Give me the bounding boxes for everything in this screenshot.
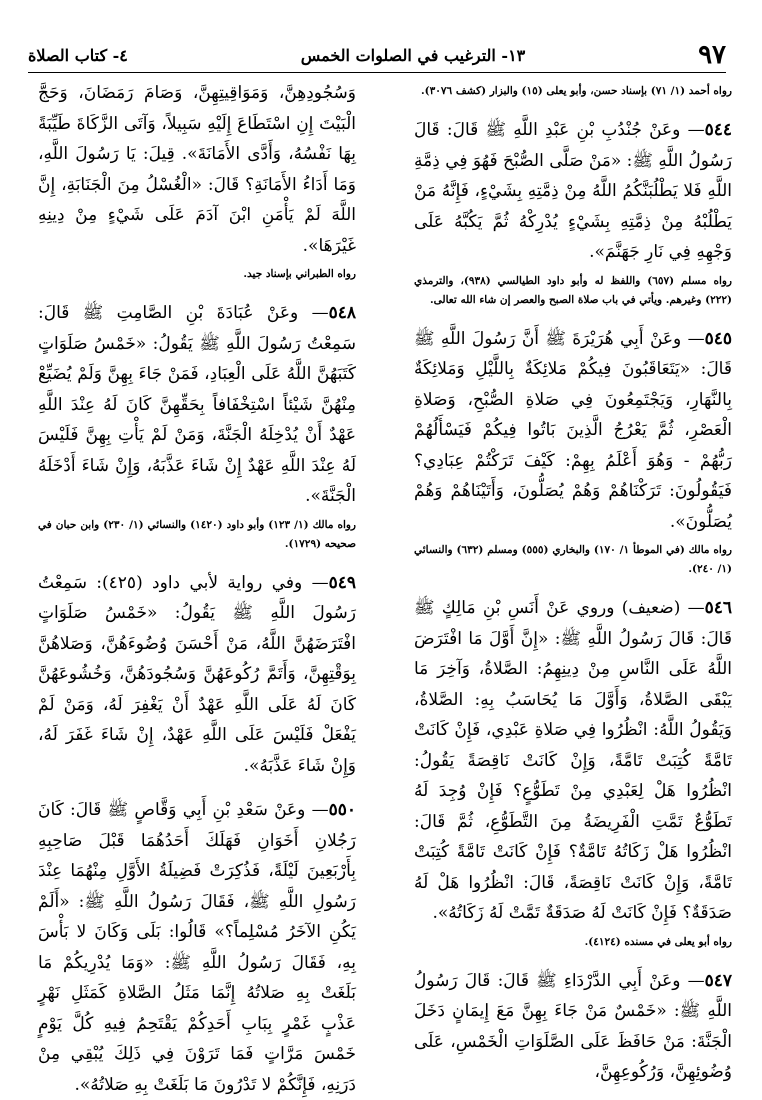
- hadith-text: — وفي رواية لأبي داود (٤٢٥): سَمِعْتُ رَسُولَ اللَّهِ ﷺ يَقُولُ: «خَمْسُ صَلَوَاتٍ افْتَرَضَهُنَّ اللَّهُ، مَنْ أَحْسَنَ وُضُوءَهُنَّ، وَصَلاهُنَّ بِوَقْتِهِنَّ، وَأَتَمَّ رُكُوعَهُنَّ وَسُجُودَهُنَّ، وَخُشُوعَهُنَّ كَانَ لَهُ عَلَى اللَّهِ عَهْدٌ أَنْ يَغْفِرَ لَهُ، وَمَنْ لَمْ يَفْعَلْ فَلَيْسَ عَلَى اللَّهِ عَهْدٌ، إِنْ شَاءَ غَفَرَ لَهُ، وَإِنْ شَاءَ عَذَّبَهُ».: [38, 572, 356, 776]
- hadith-paragraph: [38, 568, 356, 782]
- hadith-number: ٥٤٤: [704, 120, 732, 140]
- hadith-number: ٥٤٧: [704, 970, 732, 991]
- right-column: [414, 78, 732, 1088]
- left-column: [38, 78, 356, 1100]
- hadith-paragraph: [414, 593, 732, 929]
- hadith-paragraph: [414, 115, 732, 268]
- page-header: [28, 38, 726, 73]
- continued-paragraph: وَسُجُودِهِنَّ، وَمَوَاقِيتِهِنَّ، وَصَامَ رَمَضَانَ، وَحَجَّ الْبَيْتَ إِنِ اسْتَطَاعَ إِلَيْهِ سَبِيلاً، وَآتَى الزَّكَاةَ طَيِّبَةً بِهَا نَفْسُهُ، وَأَدَّى الأَمَانَةَ». قِيلَ: يَا رَسُولَ اللَّهِ، وَمَا أَدَاءُ الأَمَانَةِ؟ قَالَ: «الْغُسْلُ مِنَ الْجَنَابَةِ، إِنَّ اللَّهَ لَمْ يَأْمَنِ ابْنَ آدَمَ عَلَى شَيْءٍ مِنْ دِينِهِ غَيْرَهَا».: [38, 83, 356, 256]
- source-note: رواه مالك (في الموطأ ١/ ١٧٠) والبخاري (٥٥٥) ومسلم (٦٣٢) والنسائي (١/ ٢٤٠).: [414, 544, 732, 575]
- source-note: رواه أبو يعلى في مسنده (٤١٢٤).: [584, 935, 732, 948]
- chapter-title: ١٣- الترغيب في الصلوات الخمس: [300, 45, 526, 65]
- hadith-text: — وعَنْ أَبِي الدَّرْدَاءِ ﷺ قَالَ: قَالَ رَسُولُ اللَّهِ ﷺ: «خَمْسٌ مَنْ جَاءَ بِهِنَّ مَعَ إِيمَانٍ دَخَلَ الْجَنَّةَ: مَنْ حَافَظَ عَلَى الصَّلَوَاتِ الْخَمْسِ، عَلَى وُضُوئِهِنَّ، وَرُكُوعِهِنَّ،: [414, 970, 732, 1082]
- page-number: ٩٧: [698, 40, 726, 70]
- source-note: رواه الطبراني بإسناد جيد.: [243, 268, 356, 280]
- hadith-text: — وعَنْ جُنْدُبِ بْنِ عَبْدِ اللَّهِ ﷺ قَالَ: قَالَ رَسُولُ اللَّهِ ﷺ: «مَنْ صَلَّى الصُّبْحَ فَهُوَ فِي ذِمَّةِ اللَّهِ فَلا يَطْلُبَنَّكُمُ اللَّهُ مِنْ ذِمَّتِهِ بِشَيْءٍ، فَإِنَّهُ مَنْ يَطْلُبْهُ مِنْ ذِمَّتِهِ بِشَيْءٍ يُدْرِكْهُ ثُمَّ يَكُبَّهُ عَلَى وَجْهِهِ فِي نَارِ جَهَنَّمَ».: [414, 120, 732, 262]
- hadith-paragraph: [38, 795, 356, 1100]
- source-note: رواه أحمد (١/ ٧١) بإسناد حسن، وأبو يعلى (١٥) والبزار (كشف ٣٠٧٦).: [421, 85, 732, 97]
- hadith-number: ٥٥٠: [328, 800, 356, 820]
- hadith-paragraph: [414, 966, 732, 1088]
- hadith-number: ٥٤٩: [328, 572, 356, 593]
- spacer: [38, 781, 356, 787]
- source-note: رواه مسلم (٦٥٧) واللفظ له وأبو داود الطيالسي (٩٣٨)، والترمذي (٢٢٢) وغيرهم. ويأتي في باب صلاة الصبح والعصر إن شاء الله تعالى.: [414, 274, 732, 306]
- hadith-number: ٥٤٦: [704, 598, 732, 618]
- hadith-text: — وعَنْ عُبَادَةَ بْنِ الصَّامِتِ ﷺ قَالَ: سَمِعْتُ رَسُولَ اللَّهِ ﷺ يَقُولُ: «خَمْسُ صَلَوَاتٍ كَتَبَهُنَّ اللَّهُ عَلَى الْعِبَادِ، فَمَنْ جَاءَ بِهِنَّ وَلَمْ يُضَيِّعْ مِنْهُنَّ شَيْئاً اسْتِخْفَافاً بِحَقِّهِنَّ كَانَ لَهُ عِنْدَ اللَّهِ عَهْدٌ أَنْ يُدْخِلَهُ الْجَنَّةَ، وَمَنْ لَمْ يَأْتِ بِهِنَّ فَلَيْسَ لَهُ عِنْدَ اللَّهِ عَهْدٌ إِنْ شَاءَ عَذَّبَهُ، وَإِنْ شَاءَ أَدْخَلَهُ الْجَنَّةَ».: [38, 303, 356, 506]
- hadith-number: ٥٤٥: [704, 328, 732, 349]
- hadith-text: — وعَنْ سَعْدِ بْنِ أَبِي وَقَّاصٍ ﷺ قَالَ: كَانَ رَجُلانِ أَخَوَانِ فَهَلَكَ أَحَدُهُمَا قَبْلَ صَاحِبِهِ بِأَرْبَعِينَ لَيْلَةً، فَذُكِرَتْ فَضِيلَةُ الأَوَّلِ مِنْهُمَا عِنْدَ رَسُولِ اللَّهِ ﷺ، فَقَالَ رَسُولُ اللَّهِ ﷺ: «أَلَمْ يَكُنِ الآخَرُ مُسْلِماً؟» قَالُوا: بَلَى وَكَانَ لا بَأْسَ بِهِ، فَقَالَ رَسُولُ اللَّهِ ﷺ: «وَمَا يُدْرِيكُمْ مَا بَلَغَتْ بِهِ صَلاتُهُ إِنَّمَا مَثَلُ الصَّلاةِ كَمَثَلِ نَهْرٍ عَذْبٍ غَمْرٍ بِبَابِ أَحَدِكُمْ يَقْتَحِمُ فِيهِ كُلَّ يَوْمٍ خَمْسَ مَرَّاتٍ فَمَا تَرَوْنَ فِي ذَلِكَ يُبْقِي مِنْ دَرَنِهِ، فَإِنَّكُمْ لا تَدْرُونَ مَا بَلَغَتْ بِهِ صَلاتُهُ».: [38, 800, 356, 1095]
- hadith-number: ٥٤٨: [328, 303, 356, 323]
- book-title: ٤- كتاب الصلاة: [28, 45, 128, 65]
- hadith-text: — وعَنْ أَبِي هُرَيْرَةَ ﷺ أَنَّ رَسُولَ اللَّهِ ﷺ قَالَ: «يَتَعَاقَبُونَ فِيكُمْ مَلائِكَةٌ بِاللَّيْلِ وَمَلائِكَةٌ بِالنَّهَارِ، وَيَجْتَمِعُونَ فِي صَلاةِ الصُّبْحِ، وَصَلاةِ الْعَصْرِ، ثُمَّ يَعْرُجُ الَّذِينَ بَاتُوا فِيكُمْ فَيَسْأَلُهُمْ رَبُّهُمْ - وَهُوَ أَعْلَمُ بِهِمْ: كَيْفَ تَرَكْتُمْ عِبَادِي؟ فَيَقُولُونَ: تَرَكْنَاهُمْ وَهُمْ يُصَلُّونَ، وَأَتَيْنَاهُمْ وَهُمْ يُصَلُّونَ».: [414, 328, 732, 532]
- source-note: رواه مالك (١/ ١٢٣) وأبو داود (١٤٢٠) والنسائي (١/ ٢٣٠) وابن حبان في صحيحه (١٧٢٩).: [38, 518, 356, 550]
- hadith-paragraph: [38, 298, 356, 512]
- hadith-paragraph: [414, 324, 732, 538]
- hadith-text: — (ضعيف) وروي عَنْ أَنَسِ بْنِ مَالِكٍ ﷺ قَالَ: قَالَ رَسُولُ اللَّهِ ﷺ: «إِنَّ أَوَّلَ مَا افْتَرَضَ اللَّهُ عَلَى النَّاسِ مِنْ دِينِهِمُ: الصَّلاةُ، وَآخِرَ مَا يَبْقَى الصَّلاةُ، وَأَوَّلَ مَا يُحَاسَبُ بِهِ: الصَّلاةُ، وَيَقُولُ اللَّهُ: انْظُرُوا فِي صَلاةِ عَبْدِي، فَإِنْ كَانَتْ تَامَّةً كُتِبَتْ تَامَّةً، وَإِنْ كَانَتْ نَاقِصَةً يَقُولُ: انْظُرُوا هَلْ لِعَبْدِي مِنْ تَطَوُّعٍ؟ فَإِنْ وُجِدَ لَهُ تَطَوُّعٌ تَمَّتِ الْفَرِيضَةُ مِنَ التَّطَوُّعِ، ثُمَّ قَالَ: انْظُرُوا هَلْ زَكَاتُهُ تَامَّةٌ؟ فَإِنْ كَانَتْ تَامَّةً كُتِبَتْ تَامَّةً، وَإِنْ كَانَتْ نَاقِصَةً، قَالَ: انْظُرُوا هَلْ لَهُ صَدَقَةٌ؟ فَإِنْ كَانَتْ لَهُ صَدَقَةٌ تَمَّتْ لَهُ زَكَاتُهُ».: [414, 598, 732, 923]
